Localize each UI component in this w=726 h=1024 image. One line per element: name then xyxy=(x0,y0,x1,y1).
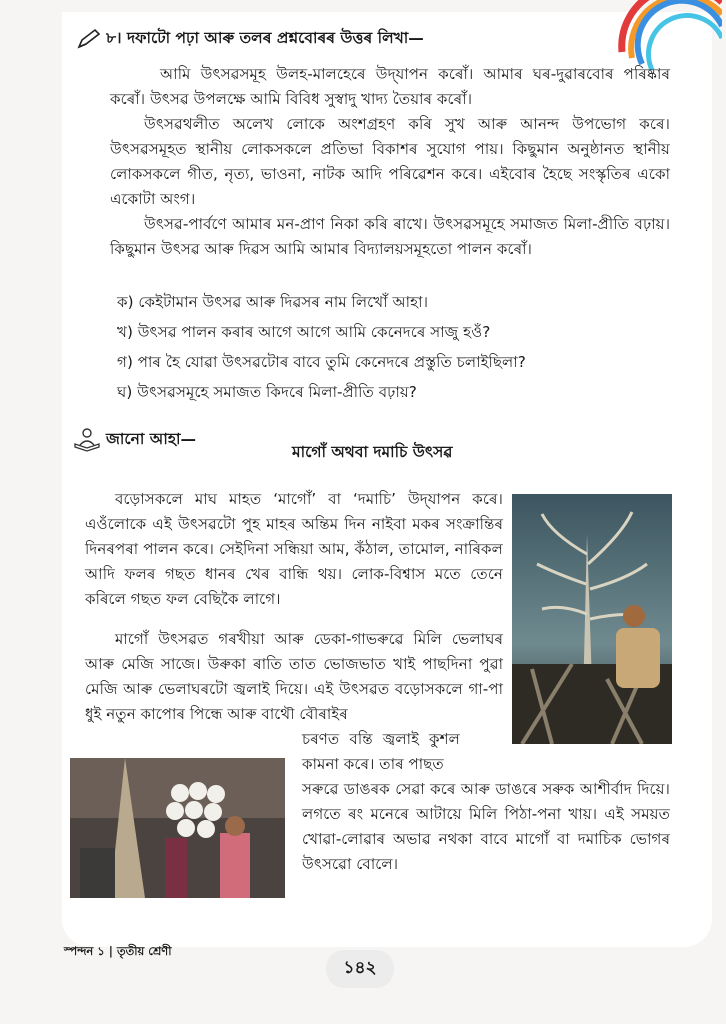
book-title: স্পন্দন ১ | তৃতীয় শ্ৰেণী xyxy=(64,944,172,958)
know-label: জানো আহা— xyxy=(106,430,196,448)
pencil-icon xyxy=(76,28,102,50)
question-item: ক) কেইটামান উৎসৱ আৰু দিৱসৰ নাম লিখোঁ আহা। xyxy=(117,293,428,311)
question-item: গ) পাৰ হৈ যোৱা উৎসৱটোৰ বাবে তুমি কেনেদৰে প্ৰস্তুতি চলাইছিলা? xyxy=(117,353,526,371)
exercise-paragraph: উৎসৱথলীত অলেখ লোকে অংশগ্ৰহণ কৰি সুখ আৰু আনন্দ উপভোগ কৰে। উৎসৱসমূহত স্থানীয় লোকসকলে প্ৰতিভা বিকাশৰ সুযোগ পায়। কিছুমান অনুষ্ঠানত স্থানীয় লোকসকলে গীত, নৃত্য, ভাওনা, নাটক আদি পৰিৱেশন কৰে। এইবোৰ হৈছে সংস্কৃতিৰ একো একোটা অংগ। xyxy=(110,115,670,208)
know-heading xyxy=(72,427,196,453)
festival-photo-bonfire xyxy=(512,494,672,744)
exercise-paragraph: আমি উৎসৱসমূহ উলহ-মালহেৰে উদ্‌যাপন কৰোঁ। আমাৰ ঘৰ-দুৱাৰবোৰ পৰিষ্কাৰ কৰোঁ। উৎসৱ উপলক্ষে আমি বিবিধ সুস্বাদু খাদ্য তৈয়াৰ কৰোঁ। xyxy=(110,65,670,108)
page-number: ১৪২ xyxy=(326,950,394,988)
question-item: ঘ) উৎসৱসমূহে সমাজত কিদৰে মিলা-প্ৰীতি বঢ়ায়? xyxy=(117,383,417,401)
article-paragraph: বড়োসকলে মাঘ মাহত ‘মাগোঁ’ বা ‘দমাচি’ উদ্‌যাপন কৰে। এওঁলোকে এই উৎসৱটো পুহ মাহৰ অন্তিম দিন নাইবা মকৰ সংক্ৰান্তিৰ দিনৰপৰা পালন কৰে। সেইদিনা সন্ধিয়া আম, কঁঠাল, তামোল, নাৰিকল আদি ফলৰ গছত ধানৰ খেৰ বান্ধি থয়। লোক-বিশ্বাস মতে তেনে কৰিলে গছত ফল বেছিকৈ লাগে। xyxy=(85,490,503,608)
article-paragraph: সৰুৱে ডাঙৰক সেৱা কৰে আৰু ডাঙৰে সৰুক আশীৰ্বাদ দিয়ে। লগতে ৰং মনেৰে আটায়ে মিলি পিঠা-পনা খায়। এই সময়ত খোৱা-লোৱাৰ অভাৱ নথকা বাবে মাগোঁ বা দমাচিক ভোগৰ উৎসৱো বোলে। xyxy=(302,780,670,873)
article-paragraph: মাগোঁ উৎসৱত গৰখীয়া আৰু ডেকা-গাভৰুৱে মিলি ভেলাঘৰ আৰু মেজি সাজে। উৰুকা ৰাতি তাত ভোজভাত খাই পাছদিনা পুৱা মেজি আৰু ভেলাঘৰটো জ্বলাই দিয়ে। এই উৎসৱত বড়োসকলে গা-পা ধুই নতুন কাপোৰ পিন্ধে আৰু বাথৌ বৌৰাইৰ xyxy=(85,630,503,723)
article-paragraph: চৰণত বন্তি জ্বলাই কুশল কামনা কৰে। তাৰ পাছত xyxy=(302,730,460,773)
exercise-paragraph: উৎসৱ-পাৰ্বণে আমাৰ মন-প্ৰাণ নিকা কৰি ৰাখে। উৎসৱসমূহে সমাজত মিলা-প্ৰীতি বঢ়ায়। কিছুমান উৎসৱ আৰু দিৱস আমি আমাৰ বিদ্যালয়সমূহতো পালন কৰোঁ। xyxy=(110,215,670,258)
reading-student-icon xyxy=(72,427,102,453)
question-list xyxy=(117,287,526,407)
exercise-heading-text: ৮। দফাটো পঢ়া আৰু তলৰ প্ৰশ্নবোৰৰ উত্তৰ লিখা— xyxy=(106,29,424,47)
festival-photo-pitha xyxy=(70,758,285,898)
question-item: খ) উৎসৱ পালন কৰাৰ আগে আগে আমি কেনেদৰে সাজু হওঁ? xyxy=(117,323,491,341)
article-title: মাগোঁ অথবা দমাচি উৎসৱ xyxy=(292,443,453,461)
exercise-heading xyxy=(76,26,424,52)
